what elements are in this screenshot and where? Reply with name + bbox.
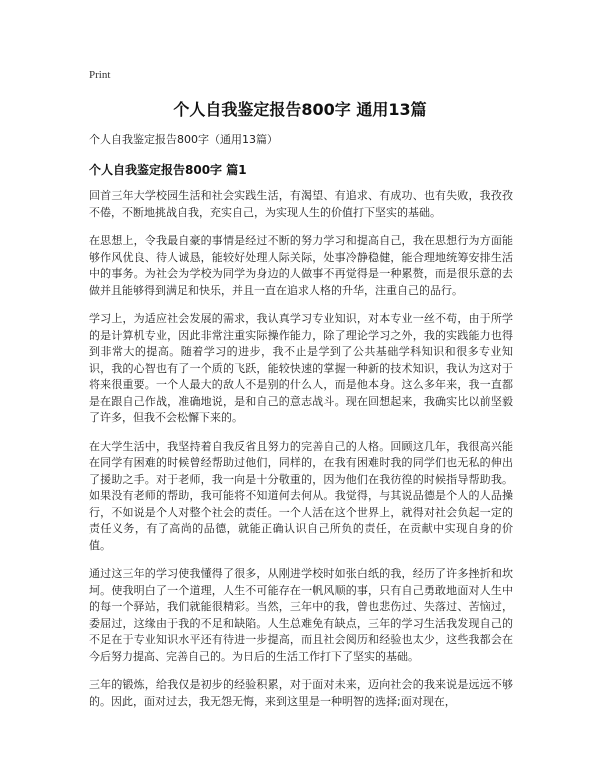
document-title: 个人自我鉴定报告800字 通用13篇 bbox=[173, 100, 427, 119]
paragraph-2: 在思想上，令我最自豪的事情是经过不断的努力学习和提高自己，我在思想行为方面能够作风优良、待人诚恳，能较好处理人际关际，处事冷静稳健，能合理地统筹安排生活中的事务。为社会为学校为同学为身边的人做事不再觉得是一种累赘，而是很乐意的去做并且能够得到满足和快乐，并且一直在追求人格的升华，注重自己的品行。 bbox=[89, 234, 513, 297]
paragraph-3: 学习上，为适应社会发展的需求，我认真学习专业知识，对本专业一丝不苟，由于所学的是计算机专业，因此非常注重实际操作能力，除了理论学习之外，我的实践能力也得到非常大的提高。随着学习的进步，我不止是学到了公共基础学科知识和很多专业知识，我的心智也有了一个质的飞跃，能较快速的掌握一种新的技术知识，我认为这对于将来很重要。一个人最大的敌人不是别的什么人，而是他本身。这么多年来，我一直都是在跟自己作战，准确地说，是和自己的意志战斗。现在回想起来，我确实比以前坚毅了许多，但我不会松懈下来的。 bbox=[89, 312, 513, 424]
section-heading: 个人自我鉴定报告800字 篇1 bbox=[89, 163, 247, 177]
paragraph-4: 在大学生活中，我坚持着自我反省且努力的完善自己的人格。回顾这几年，我很高兴能在同学有困难的时候曾经帮助过他们，同样的，在我有困难时我的同学们也无私的伸出了援助之手。对于老师，我一向是十分敬重的，因为他们在我彷徨的时候指导帮助我。如果没有老师的帮助，我可能将不知道何去何从。我觉得，与其说品德是个人的人品操行，不如说是个人对整个社会的责任。一个人活在这个世界上，就得对社会负起一定的责任义务，有了高尚的品德，就能正确认识自己所负的责任，在贡献中实现自身的价值。 bbox=[89, 439, 513, 552]
print-label: Print bbox=[89, 69, 111, 81]
document-body bbox=[89, 188, 513, 768]
paragraph-6: 三年的锻炼，给我仅是初步的经验积累，对于面对未来，迈向社会的我来说是远远不够的。因此，面对过去，我无怨无悔，来到这里是一种明智的选择;面对现在， bbox=[89, 678, 513, 708]
paragraph-5: 通过这三年的学习使我懂得了很多，从刚进学校时如张白纸的我，经历了许多挫折和坎坷。使我明白了一个道理，人生不可能存在一帆风顺的事，只有自己勇敢地面对人生中的每一个驿站，我们就能很精彩。当然，三年中的我，曾也悲伤过、失落过、苦恼过，委屈过，这缘由于我的不足和缺陷。人生总难免有缺点，三年的学习生活我发现自己的不足在于专业知识水平还有待进一步提高，而且社会阅历和经验也太少，这些我都会在今后努力提高、完善自己的。为日后的生活工作打下了坚实的基础。 bbox=[89, 567, 513, 663]
document-subtitle: 个人自我鉴定报告800字（通用13篇） bbox=[89, 133, 278, 146]
paragraph-1: 回首三年大学校园生活和社会实践生活，有渴望、有追求、有成功、也有失败，我孜孜不倦，不断地挑战自我，充实自己，为实现人生的价值打下坚实的基础。 bbox=[89, 189, 513, 219]
